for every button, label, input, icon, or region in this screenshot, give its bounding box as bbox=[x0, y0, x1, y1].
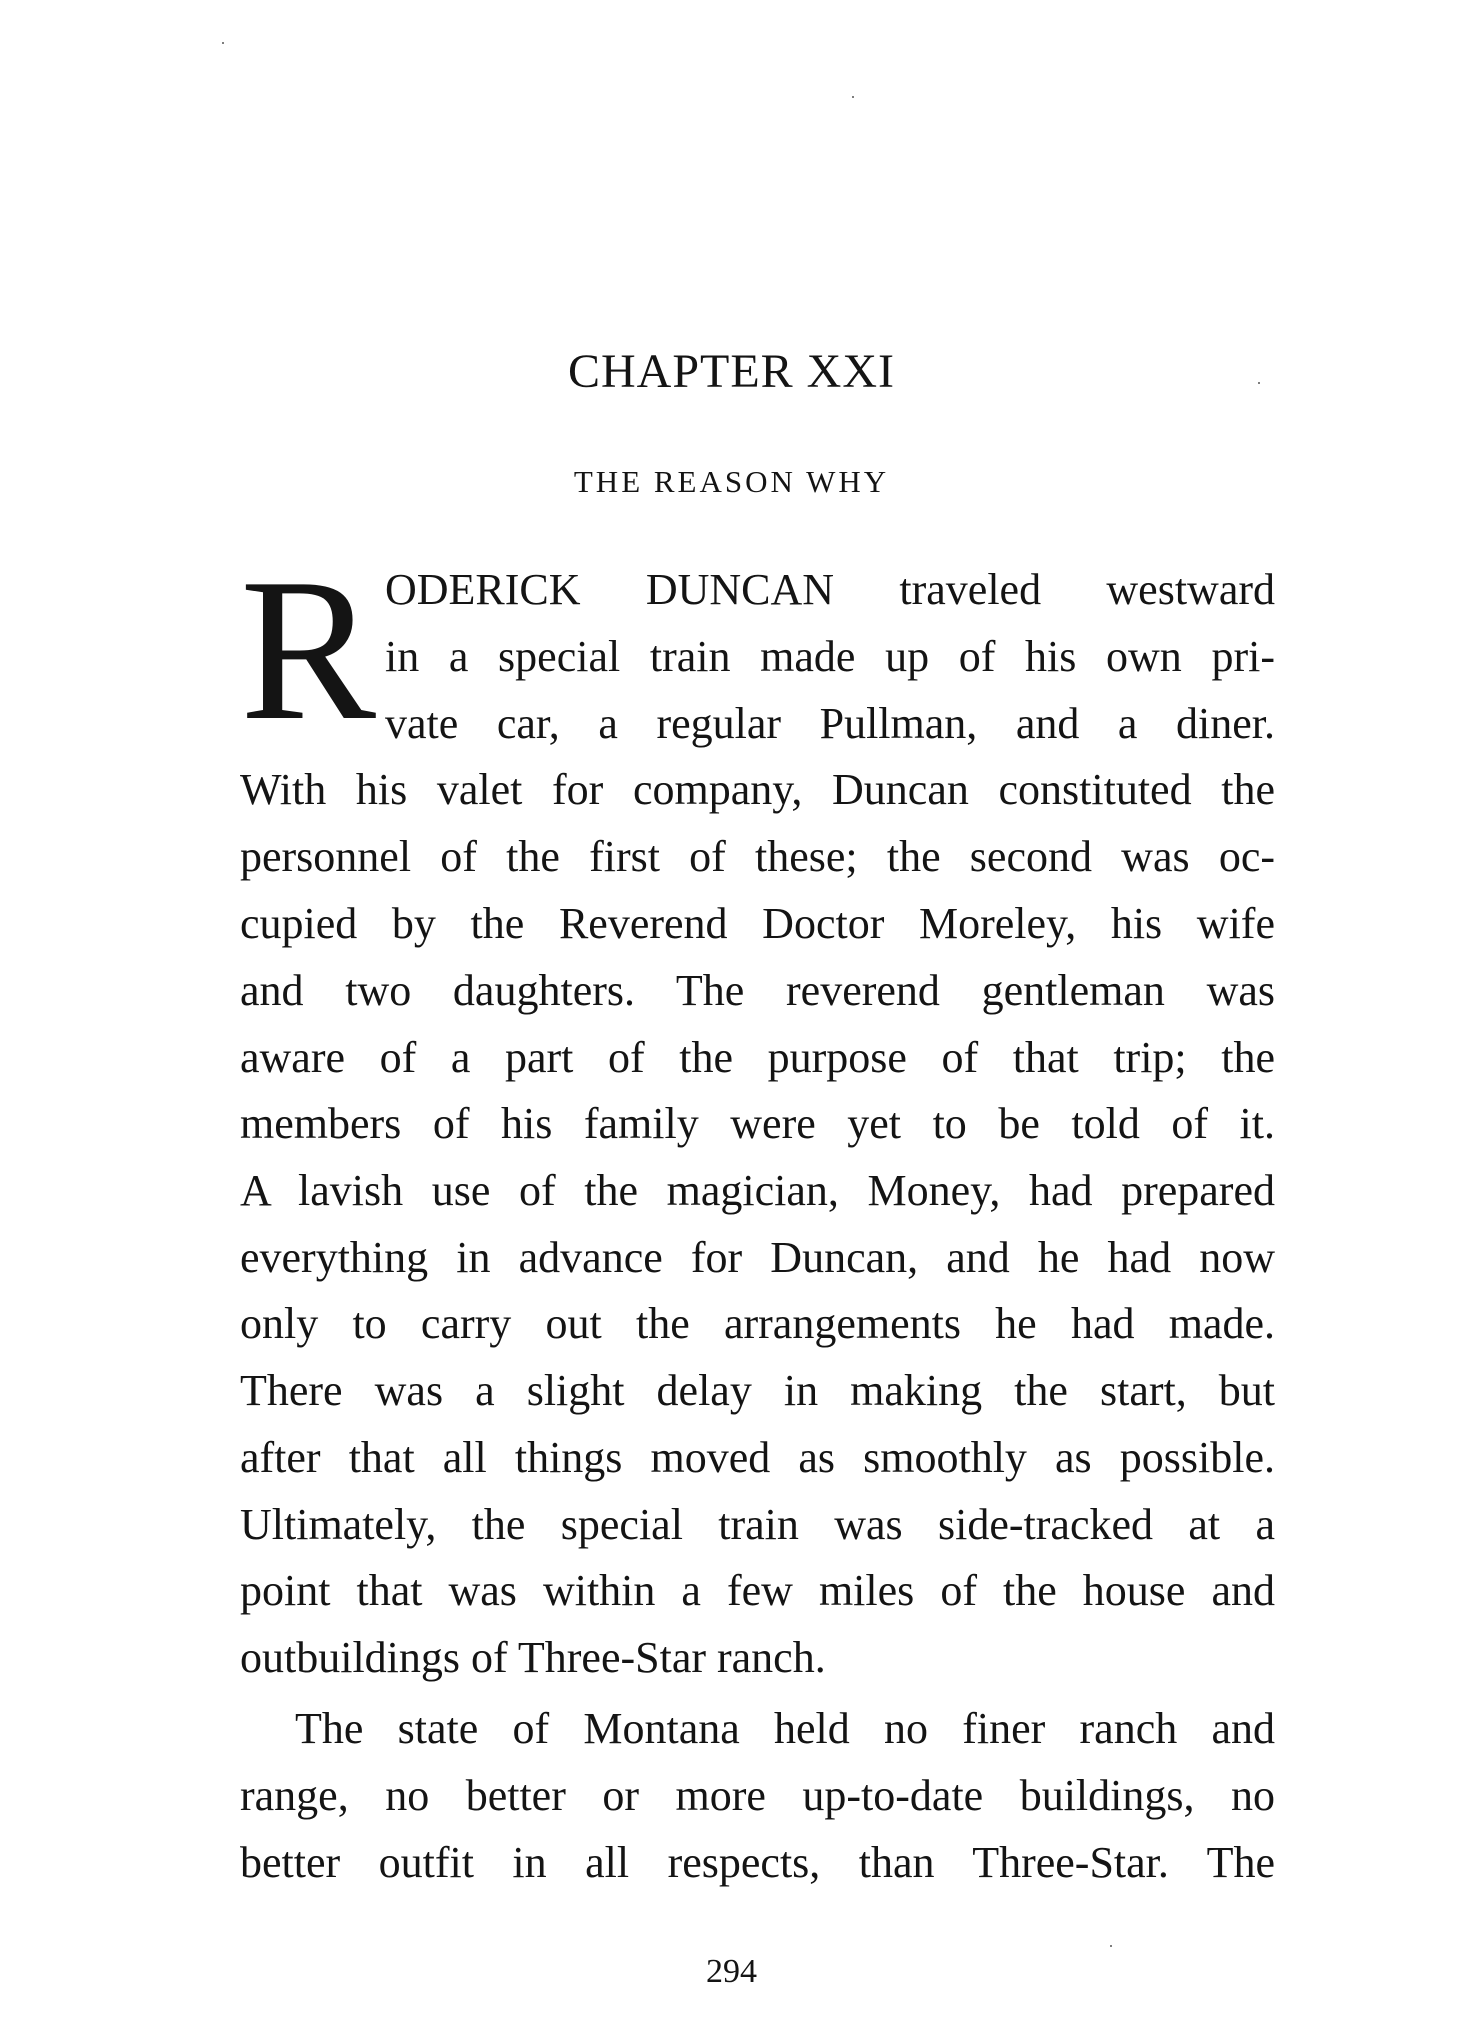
text-line: everything in advance for Duncan, and he had now bbox=[240, 1233, 1275, 1282]
text-line: With his valet for company, Duncan constituted the bbox=[240, 765, 1275, 814]
text-line: only to carry out the arrangements he had made. bbox=[240, 1299, 1275, 1348]
text-line: range, no better or more up-to-date buildings, no bbox=[240, 1771, 1275, 1820]
text-line: better outfit in all respects, than Three-Star. The bbox=[240, 1838, 1275, 1887]
scan-speck bbox=[1110, 1945, 1112, 1947]
text-line: and two daughters. The reverend gentleman was bbox=[240, 966, 1275, 1015]
text-line: in a special train made up of his own pri- bbox=[385, 632, 1275, 681]
text-line: The state of Montana held no finer ranch and bbox=[295, 1704, 1275, 1753]
text-line: outbuildings of Three-Star ranch. bbox=[240, 1633, 826, 1682]
text-line: members of his family were yet to be told of it. bbox=[240, 1099, 1275, 1148]
text-line: A lavish use of the magician, Money, had prepared bbox=[240, 1166, 1275, 1215]
text-line: after that all things moved as smoothly as possible. bbox=[240, 1433, 1275, 1482]
scan-speck bbox=[852, 96, 854, 98]
text-line: There was a slight delay in making the start, but bbox=[240, 1366, 1275, 1415]
text-line: cupied by the Reverend Doctor Moreley, his wife bbox=[240, 899, 1275, 948]
drop-cap: R bbox=[240, 537, 377, 763]
text-line: vate car, a regular Pullman, and a diner. bbox=[385, 699, 1275, 748]
scan-speck bbox=[222, 42, 224, 44]
text-line: ODERICK DUNCAN traveled westward bbox=[385, 565, 1275, 614]
text-line: aware of a part of the purpose of that trip; the bbox=[240, 1033, 1275, 1082]
text-line: point that was within a few miles of the house and bbox=[240, 1566, 1275, 1615]
chapter-heading: CHAPTER XXI bbox=[567, 345, 895, 398]
text-line: personnel of the first of these; the second was oc- bbox=[240, 832, 1275, 881]
scan-speck bbox=[1258, 382, 1260, 384]
text-line: Ultimately, the special train was side-tracked at a bbox=[240, 1500, 1275, 1549]
page-number: 294 bbox=[706, 1953, 757, 1990]
chapter-title: THE REASON WHY bbox=[573, 464, 890, 499]
